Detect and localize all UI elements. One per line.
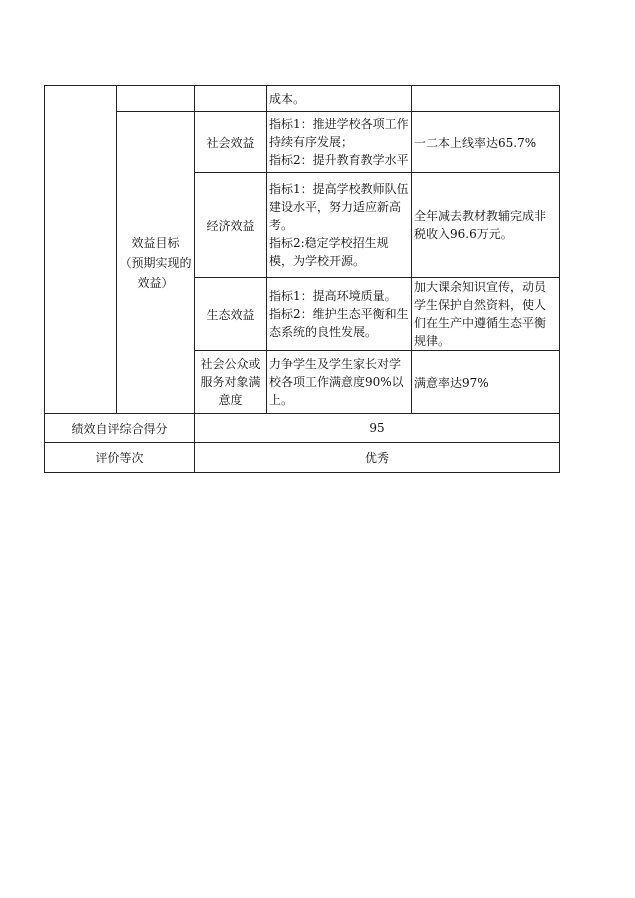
category-line: （预期实现的 <box>119 255 192 270</box>
sub-category-cell: 经济效益 <box>195 173 267 278</box>
sub-category-cell: 生态效益 <box>195 278 267 351</box>
indicator-cell <box>267 112 412 173</box>
table-row <box>45 443 560 473</box>
indicator-line: 指标1：提高环境质量。 <box>269 289 397 303</box>
value-cell: 加大课余知识宣传，动员学生保护自然资料，使人们在生产中遵循生态平衡规律。 <box>412 278 560 351</box>
outer-blank-cell <box>45 86 117 414</box>
value-cell: 一二本上线率达65.7% <box>412 112 560 173</box>
score-value-cell: 95 <box>195 414 560 443</box>
indicator-cell <box>267 173 412 278</box>
category-line: 效益目标 <box>131 235 180 250</box>
sub-category-cell: 社会公众或服务对象满意度 <box>195 351 267 414</box>
score-label-cell: 绩效自评综合得分 <box>45 414 195 443</box>
table-row <box>45 86 560 112</box>
grade-value-cell: 优秀 <box>195 443 560 473</box>
value-cell <box>412 86 560 112</box>
performance-table <box>44 85 560 473</box>
indicator-line: 力争学生及学生家长对学校各项工作满意度90%以上。 <box>269 357 404 407</box>
blank-cell <box>117 86 195 112</box>
indicator-cell <box>267 278 412 351</box>
blank-cell <box>195 86 267 112</box>
value-cell: 满意率达97% <box>412 351 560 414</box>
indicator-line: 指标1：提高学校教师队伍建设水平，努力适应新高考。 <box>269 182 409 232</box>
benefit-category-cell <box>117 112 195 414</box>
indicator-line: 指标2：提升教育教学水平 <box>269 153 409 167</box>
category-line: 效益） <box>137 275 174 290</box>
indicator-line: 指标2:稳定学校招生规模，为学校开源。 <box>269 236 389 268</box>
table-row <box>45 414 560 443</box>
indicator-line: 指标2：维护生态平衡和生态系统的良性发展。 <box>269 307 409 339</box>
value-cell: 全年减去教材教辅完成非税收入96.6万元。 <box>412 173 560 278</box>
sub-category-cell: 社会效益 <box>195 112 267 173</box>
indicator-line: 指标1：推进学校各项工作持续有序发展； <box>269 117 409 149</box>
indicator-cell <box>267 351 412 414</box>
table-row <box>45 112 560 173</box>
grade-label-cell: 评价等次 <box>45 443 195 473</box>
indicator-cell: 成本。 <box>267 86 412 112</box>
